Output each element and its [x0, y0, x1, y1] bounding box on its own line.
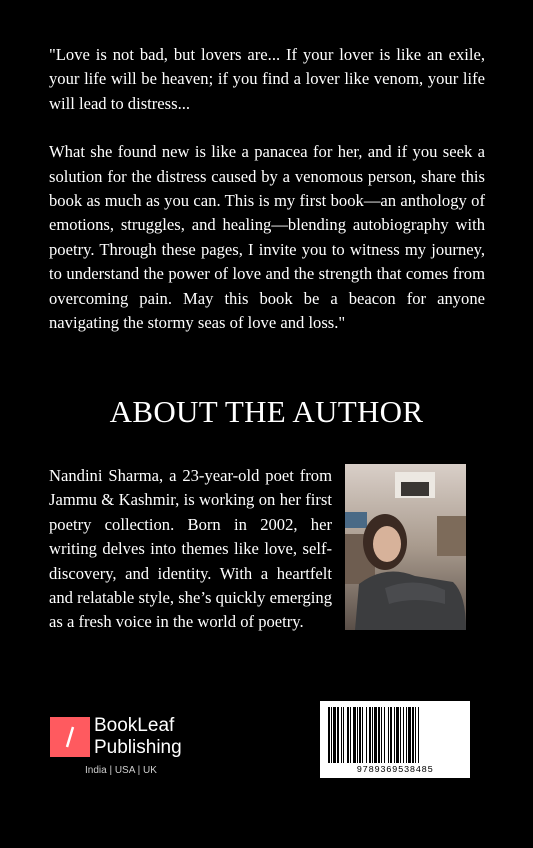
publisher-logo-mark — [50, 717, 90, 757]
barcode-bar — [333, 707, 336, 763]
about-author-heading: ABOUT THE AUTHOR — [109, 394, 424, 429]
barcode-bar — [378, 707, 380, 763]
publisher-regions: India | USA | UK — [85, 765, 157, 776]
barcode-bar — [412, 707, 414, 763]
barcode-bar — [403, 707, 404, 763]
barcode-bar — [357, 707, 358, 763]
barcode-bar — [366, 707, 367, 763]
barcode-bar — [359, 707, 361, 763]
barcode-bar — [388, 707, 389, 763]
publisher-name-line-1: BookLeaf — [94, 715, 175, 736]
author-bio: Nandini Sharma, a 23-year-old poet from Jammu & Kashmir, is working on her first poetry collection. Born in 2002, her writing delves into themes like love, self-discovery, and identity. With a heartfelt and relatable style, she’s quickly emerging as a fresh voice in the world of poetry. — [49, 466, 332, 632]
barcode-bar — [396, 707, 399, 763]
barcode-bar — [353, 707, 356, 763]
isbn-barcode — [320, 701, 470, 778]
barcode-bar — [381, 707, 382, 763]
publisher-logo — [50, 717, 200, 767]
barcode-bar — [328, 707, 330, 763]
barcode-bar — [337, 707, 339, 763]
publisher-name — [94, 715, 182, 759]
barcode-bar — [347, 707, 349, 763]
barcode-bar — [331, 707, 332, 763]
barcode-bar — [390, 707, 392, 763]
barcode-bar — [369, 707, 371, 763]
blurb-paragraph-1: "Love is not bad, but lovers are... If your lover is like an exile, your life will be heaven; if you find a lover like venom, your life will lead to distress... — [49, 45, 485, 113]
publisher-name-line-2: Publishing — [94, 737, 182, 758]
barcode-bar — [341, 707, 342, 763]
isbn-number: 9789369538485 — [356, 765, 434, 775]
barcode-bars — [328, 707, 462, 763]
author-photo — [345, 464, 466, 630]
barcode-bar — [408, 707, 411, 763]
barcode-bar — [374, 707, 377, 763]
barcode-bar — [343, 707, 344, 763]
blurb-paragraph-2: What she found new is like a panacea for her, and if you seek a solution for the distress caused by a venomous person, share this book as much as you can. This is my first book—an anthology of emotions, struggles, and healing—blending autobiography with poetry. Through these pages, I invite you to witness my journey, to understand the power of love and the strength that comes from overcoming pain. May this book be a beacon for anyone navigating the stormy seas of love and loss." — [49, 142, 485, 333]
barcode-bar — [415, 707, 416, 763]
barcode-bar — [372, 707, 373, 763]
barcode-bar — [400, 707, 401, 763]
back-cover-blurb — [49, 43, 485, 359]
barcode-bar — [350, 707, 351, 763]
barcode-bar — [384, 707, 385, 763]
barcode-bar — [418, 707, 419, 763]
barcode-bar — [362, 707, 363, 763]
barcode-bar — [406, 707, 407, 763]
barcode-bar — [394, 707, 395, 763]
